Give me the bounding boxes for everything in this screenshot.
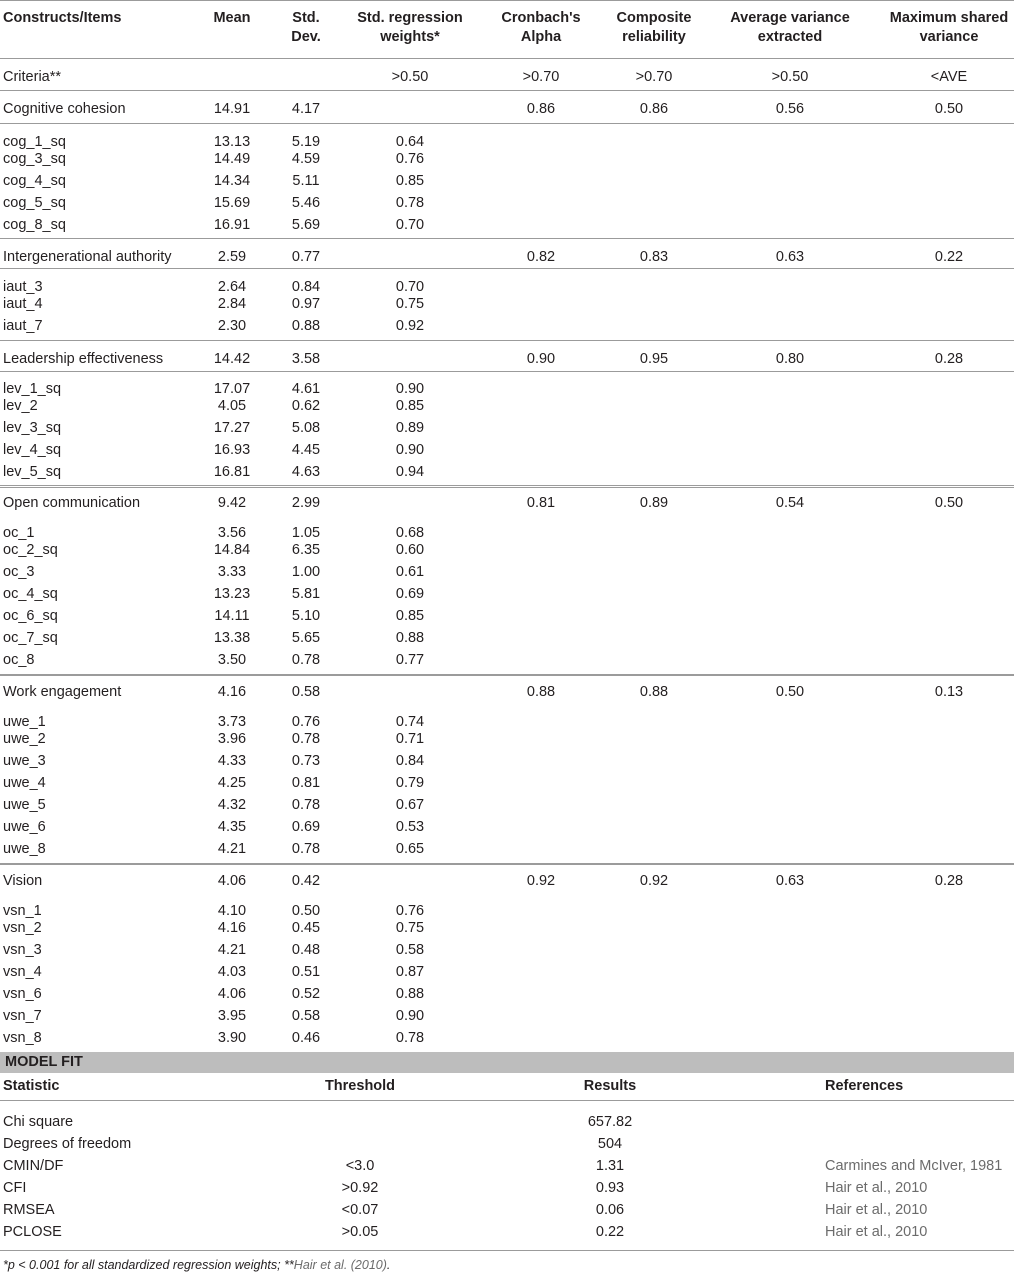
fit-result: 0.22 <box>595 1224 625 1240</box>
fit-header-statistic: Statistic <box>3 1078 60 1094</box>
item-regression-weight: 0.60 <box>395 542 425 558</box>
header-msv-line2: variance <box>919 29 979 45</box>
item-sd: 0.69 <box>291 819 321 835</box>
construct-name: Intergenerational authority <box>3 249 172 265</box>
item-name: cog_4_sq <box>3 173 66 189</box>
construct-mean: 4.06 <box>217 873 247 889</box>
construct-row <box>0 492 1014 514</box>
item-sd: 5.08 <box>291 420 321 436</box>
item-mean: 2.84 <box>217 296 247 312</box>
item-regression-weight: 0.85 <box>395 398 425 414</box>
fit-result: 1.31 <box>595 1158 625 1174</box>
item-name: uwe_2 <box>3 731 46 747</box>
item-regression-weight: 0.79 <box>395 775 425 791</box>
item-row <box>0 315 1014 337</box>
item-mean: 4.05 <box>217 398 247 414</box>
item-row <box>0 439 1014 461</box>
construct-name: Work engagement <box>3 684 122 700</box>
item-regression-weight: 0.64 <box>395 134 425 150</box>
construct-sd: 0.77 <box>291 249 321 265</box>
construct-row <box>0 681 1014 703</box>
item-sd: 4.59 <box>291 151 321 167</box>
construct-row <box>0 246 1014 268</box>
item-sd: 5.69 <box>291 217 321 233</box>
construct-composite-reliability: 0.95 <box>639 351 669 367</box>
construct-sd: 3.58 <box>291 351 321 367</box>
fit-threshold: >0.92 <box>341 1180 379 1196</box>
construct-msv: 0.50 <box>934 101 964 117</box>
fit-header-threshold: Threshold <box>324 1078 396 1094</box>
construct-name: Cognitive cohesion <box>3 101 126 117</box>
header-composite-reliability <box>604 9 704 47</box>
item-row <box>0 649 1014 671</box>
item-row <box>0 417 1014 439</box>
construct-sd: 0.42 <box>291 873 321 889</box>
header-comp-line2: reliability <box>622 29 686 45</box>
item-name: uwe_5 <box>3 797 46 813</box>
header-alpha-line1: Cronbach's <box>501 10 581 26</box>
item-name: uwe_8 <box>3 841 46 857</box>
item-mean: 4.06 <box>217 986 247 1002</box>
fit-header-references: References <box>825 1078 904 1094</box>
fit-threshold: <3.0 <box>345 1158 375 1174</box>
item-mean: 14.49 <box>213 151 251 167</box>
fit-header-rule <box>0 1100 1014 1101</box>
construct-rule <box>0 123 1014 124</box>
construct-ave: 0.50 <box>775 684 805 700</box>
item-row <box>0 293 1014 315</box>
item-mean: 17.07 <box>213 381 251 397</box>
item-regression-weight: 0.87 <box>395 964 425 980</box>
construct-sd: 0.58 <box>291 684 321 700</box>
item-regression-weight: 0.71 <box>395 731 425 747</box>
fit-reference: Hair et al., 2010 <box>825 1224 928 1240</box>
criteria-comp: >0.70 <box>635 69 673 85</box>
item-name: lev_1_sq <box>3 381 62 397</box>
construct-mean: 2.59 <box>217 249 247 265</box>
item-mean: 3.56 <box>217 525 247 541</box>
item-row <box>0 1005 1014 1027</box>
item-sd: 0.78 <box>291 652 321 668</box>
item-name: oc_4_sq <box>3 586 58 602</box>
item-regression-weight: 0.84 <box>395 753 425 769</box>
item-sd: 0.84 <box>291 279 321 295</box>
item-row <box>0 728 1014 750</box>
item-mean: 4.35 <box>217 819 247 835</box>
header-ave-line1: Average variance <box>730 10 850 26</box>
item-mean: 14.34 <box>213 173 251 189</box>
fit-reference: Hair et al., 2010 <box>825 1180 928 1196</box>
item-mean: 4.25 <box>217 775 247 791</box>
fit-statistic: PCLOSE <box>3 1224 62 1240</box>
construct-name: Open communication <box>3 495 141 511</box>
item-mean: 2.64 <box>217 279 247 295</box>
item-mean: 16.81 <box>213 464 251 480</box>
item-mean: 3.73 <box>217 714 247 730</box>
header-msv-line1: Maximum shared <box>889 10 1009 26</box>
item-mean: 3.96 <box>217 731 247 747</box>
fit-row <box>0 1221 1014 1243</box>
item-regression-weight: 0.70 <box>395 279 425 295</box>
item-sd: 0.45 <box>291 920 321 936</box>
criteria-ave: >0.50 <box>771 69 809 85</box>
group-separator <box>0 485 1014 486</box>
item-regression-weight: 0.85 <box>395 173 425 189</box>
header-srw-line2: weights* <box>380 29 440 45</box>
item-row <box>0 170 1014 192</box>
item-mean: 3.33 <box>217 564 247 580</box>
item-regression-weight: 0.89 <box>395 420 425 436</box>
item-sd: 0.62 <box>291 398 321 414</box>
item-sd: 6.35 <box>291 542 321 558</box>
group-separator <box>0 674 1014 675</box>
construct-ave: 0.56 <box>775 101 805 117</box>
item-name: lev_5_sq <box>3 464 62 480</box>
item-mean: 4.16 <box>217 920 247 936</box>
item-mean: 3.90 <box>217 1030 247 1046</box>
item-sd: 5.65 <box>291 630 321 646</box>
fit-result: 657.82 <box>587 1114 633 1130</box>
item-regression-weight: 0.75 <box>395 920 425 936</box>
criteria-alpha: >0.70 <box>522 69 560 85</box>
item-mean: 16.93 <box>213 442 251 458</box>
item-row <box>0 983 1014 1005</box>
item-regression-weight: 0.88 <box>395 986 425 1002</box>
fit-result: 0.93 <box>595 1180 625 1196</box>
item-sd: 0.46 <box>291 1030 321 1046</box>
item-regression-weight: 0.76 <box>395 903 425 919</box>
fit-result: 504 <box>597 1136 623 1152</box>
fit-row <box>0 1177 1014 1199</box>
item-name: cog_3_sq <box>3 151 66 167</box>
construct-ave: 0.80 <box>775 351 805 367</box>
construct-ave: 0.63 <box>775 249 805 265</box>
item-sd: 4.61 <box>291 381 321 397</box>
fit-row <box>0 1199 1014 1221</box>
fit-result: 0.06 <box>595 1202 625 1218</box>
item-name: iaut_4 <box>3 296 43 312</box>
item-name: lev_3_sq <box>3 420 62 436</box>
item-regression-weight: 0.76 <box>395 151 425 167</box>
fit-row <box>0 1133 1014 1155</box>
item-name: vsn_6 <box>3 986 42 1002</box>
fit-row <box>0 1155 1014 1177</box>
item-name: iaut_7 <box>3 318 43 334</box>
construct-alpha: 0.81 <box>526 495 556 511</box>
construct-composite-reliability: 0.89 <box>639 495 669 511</box>
item-sd: 4.63 <box>291 464 321 480</box>
item-mean: 2.30 <box>217 318 247 334</box>
construct-row <box>0 348 1014 370</box>
fit-row <box>0 1111 1014 1133</box>
footnote-text: *p < 0.001 for all standardized regression weights; ** <box>3 1258 294 1272</box>
item-mean: 14.84 <box>213 542 251 558</box>
header-rule <box>0 58 1014 59</box>
model-fit-title: MODEL FIT <box>5 1054 83 1070</box>
item-name: lev_4_sq <box>3 442 62 458</box>
item-name: oc_1 <box>3 525 35 541</box>
construct-msv: 0.13 <box>934 684 964 700</box>
footnote <box>3 1256 390 1274</box>
item-regression-weight: 0.78 <box>395 195 425 211</box>
item-sd: 0.81 <box>291 775 321 791</box>
item-sd: 0.50 <box>291 903 321 919</box>
header-ave-line2: extracted <box>757 29 823 45</box>
item-name: uwe_6 <box>3 819 46 835</box>
construct-composite-reliability: 0.86 <box>639 101 669 117</box>
criteria-rule <box>0 90 1014 91</box>
item-name: oc_7_sq <box>3 630 58 646</box>
item-mean: 4.21 <box>217 942 247 958</box>
construct-mean: 14.42 <box>213 351 251 367</box>
item-row <box>0 750 1014 772</box>
construct-msv: 0.28 <box>934 873 964 889</box>
group-separator <box>0 340 1014 341</box>
item-name: vsn_7 <box>3 1008 42 1024</box>
construct-ave: 0.63 <box>775 873 805 889</box>
item-name: uwe_3 <box>3 753 46 769</box>
item-row <box>0 1027 1014 1049</box>
header-cronbachs-alpha <box>490 9 592 47</box>
item-sd: 5.11 <box>292 173 320 189</box>
item-name: cog_5_sq <box>3 195 66 211</box>
header-maximum-shared-variance <box>880 9 1014 47</box>
item-regression-weight: 0.58 <box>395 942 425 958</box>
item-sd: 5.81 <box>291 586 321 602</box>
item-sd: 0.52 <box>291 986 321 1002</box>
item-sd: 0.76 <box>291 714 321 730</box>
item-row <box>0 395 1014 417</box>
item-sd: 5.46 <box>291 195 321 211</box>
construct-row <box>0 98 1014 120</box>
header-constructs: Constructs/Items <box>3 10 122 26</box>
item-name: oc_8 <box>3 652 35 668</box>
header-average-variance-extracted <box>720 9 860 47</box>
fit-statistic: Degrees of freedom <box>3 1136 132 1152</box>
item-mean: 13.38 <box>213 630 251 646</box>
item-regression-weight: 0.69 <box>395 586 425 602</box>
item-regression-weight: 0.53 <box>395 819 425 835</box>
item-mean: 17.27 <box>213 420 251 436</box>
item-regression-weight: 0.61 <box>395 564 425 580</box>
item-regression-weight: 0.90 <box>395 1008 425 1024</box>
item-regression-weight: 0.78 <box>395 1030 425 1046</box>
construct-name: Leadership effectiveness <box>3 351 164 367</box>
item-row <box>0 939 1014 961</box>
footnote-end: . <box>386 1258 391 1272</box>
item-regression-weight: 0.74 <box>395 714 425 730</box>
construct-ave: 0.54 <box>775 495 805 511</box>
header-alpha-line2: Alpha <box>520 29 562 45</box>
construct-alpha: 0.88 <box>526 684 556 700</box>
construct-alpha: 0.82 <box>526 249 556 265</box>
construct-alpha: 0.90 <box>526 351 556 367</box>
construct-sd: 2.99 <box>291 495 321 511</box>
item-mean: 4.03 <box>217 964 247 980</box>
fit-statistic: Chi square <box>3 1114 74 1130</box>
item-regression-weight: 0.94 <box>395 464 425 480</box>
item-row <box>0 917 1014 939</box>
item-mean: 15.69 <box>213 195 251 211</box>
construct-sd: 4.17 <box>291 101 321 117</box>
table-header <box>0 0 1014 58</box>
item-mean: 13.13 <box>213 134 251 150</box>
item-regression-weight: 0.75 <box>395 296 425 312</box>
construct-msv: 0.22 <box>934 249 964 265</box>
item-row <box>0 627 1014 649</box>
header-srw-line1: Std. regression <box>357 10 463 26</box>
item-row <box>0 561 1014 583</box>
item-name: vsn_3 <box>3 942 42 958</box>
item-mean: 4.21 <box>217 841 247 857</box>
item-row <box>0 961 1014 983</box>
item-sd: 1.05 <box>291 525 321 541</box>
item-regression-weight: 0.67 <box>395 797 425 813</box>
item-name: uwe_4 <box>3 775 46 791</box>
construct-mean: 4.16 <box>217 684 247 700</box>
header-comp-line1: Composite <box>616 10 692 26</box>
item-sd: 0.88 <box>291 318 321 334</box>
fit-reference: Hair et al., 2010 <box>825 1202 928 1218</box>
construct-alpha: 0.92 <box>526 873 556 889</box>
item-regression-weight: 0.90 <box>395 381 425 397</box>
fit-statistic: CMIN/DF <box>3 1158 64 1174</box>
header-std-regression-weights <box>345 9 475 47</box>
table-bottom-rule <box>0 1250 1014 1251</box>
fit-header-results: Results <box>583 1078 637 1094</box>
model-fit-bar <box>0 1052 1014 1073</box>
item-sd: 0.78 <box>291 841 321 857</box>
fit-threshold: <0.07 <box>341 1202 379 1218</box>
fit-statistic: RMSEA <box>3 1202 55 1218</box>
construct-rule <box>0 864 1014 865</box>
item-name: cog_1_sq <box>3 134 66 150</box>
item-row <box>0 214 1014 236</box>
construct-rule <box>0 487 1014 488</box>
construct-rule <box>0 268 1014 269</box>
header-mean: Mean <box>213 10 251 26</box>
item-name: oc_3 <box>3 564 35 580</box>
item-sd: 0.78 <box>291 797 321 813</box>
item-row <box>0 148 1014 170</box>
item-mean: 3.95 <box>217 1008 247 1024</box>
item-name: cog_8_sq <box>3 217 66 233</box>
construct-mean: 9.42 <box>217 495 247 511</box>
item-sd: 0.97 <box>291 296 321 312</box>
criteria-row <box>0 66 1014 88</box>
item-regression-weight: 0.90 <box>395 442 425 458</box>
group-separator <box>0 863 1014 864</box>
item-row <box>0 838 1014 860</box>
item-sd: 5.10 <box>291 608 321 624</box>
item-row <box>0 794 1014 816</box>
item-regression-weight: 0.77 <box>395 652 425 668</box>
item-row <box>0 772 1014 794</box>
construct-name: Vision <box>3 873 43 889</box>
construct-row <box>0 870 1014 892</box>
header-std-dev-line2: Dev. <box>291 29 321 45</box>
item-row <box>0 583 1014 605</box>
item-regression-weight: 0.70 <box>395 217 425 233</box>
item-regression-weight: 0.85 <box>395 608 425 624</box>
item-name: vsn_2 <box>3 920 42 936</box>
construct-alpha: 0.86 <box>526 101 556 117</box>
footnote-reference: Hair et al. (2010) <box>293 1258 387 1272</box>
header-std-dev-line1: Std. <box>292 10 320 26</box>
item-name: lev_2 <box>3 398 38 414</box>
item-name: uwe_1 <box>3 714 46 730</box>
fit-reference: Carmines and McIver, 1981 <box>825 1158 1003 1174</box>
item-sd: 0.73 <box>291 753 321 769</box>
item-mean: 16.91 <box>213 217 251 233</box>
item-row <box>0 539 1014 561</box>
item-regression-weight: 0.65 <box>395 841 425 857</box>
construct-mean: 14.91 <box>213 101 251 117</box>
criteria-srw: >0.50 <box>391 69 429 85</box>
item-name: vsn_8 <box>3 1030 42 1046</box>
item-mean: 3.50 <box>217 652 247 668</box>
item-mean: 4.10 <box>217 903 247 919</box>
fit-threshold: >0.05 <box>341 1224 379 1240</box>
item-row <box>0 461 1014 483</box>
item-name: iaut_3 <box>3 279 43 295</box>
item-sd: 0.58 <box>291 1008 321 1024</box>
construct-rule <box>0 371 1014 372</box>
item-name: oc_2_sq <box>3 542 58 558</box>
item-sd: 0.48 <box>291 942 321 958</box>
item-mean: 4.33 <box>217 753 247 769</box>
header-std-dev <box>276 9 336 47</box>
criteria-msv: <AVE <box>930 69 968 85</box>
item-row <box>0 192 1014 214</box>
item-sd: 0.51 <box>291 964 321 980</box>
item-mean: 4.32 <box>217 797 247 813</box>
construct-composite-reliability: 0.92 <box>639 873 669 889</box>
item-mean: 13.23 <box>213 586 251 602</box>
item-row <box>0 816 1014 838</box>
item-sd: 1.00 <box>291 564 321 580</box>
fit-statistic: CFI <box>3 1180 27 1196</box>
group-separator <box>0 238 1014 239</box>
construct-composite-reliability: 0.88 <box>639 684 669 700</box>
construct-rule <box>0 675 1014 676</box>
item-sd: 5.19 <box>291 134 321 150</box>
criteria-label: Criteria** <box>3 69 62 85</box>
item-regression-weight: 0.88 <box>395 630 425 646</box>
item-name: vsn_4 <box>3 964 42 980</box>
item-name: oc_6_sq <box>3 608 58 624</box>
item-sd: 0.78 <box>291 731 321 747</box>
item-mean: 14.11 <box>214 608 250 624</box>
construct-composite-reliability: 0.83 <box>639 249 669 265</box>
item-regression-weight: 0.92 <box>395 318 425 334</box>
construct-msv: 0.28 <box>934 351 964 367</box>
item-name: vsn_1 <box>3 903 42 919</box>
item-regression-weight: 0.68 <box>395 525 425 541</box>
item-sd: 4.45 <box>291 442 321 458</box>
construct-msv: 0.50 <box>934 495 964 511</box>
item-row <box>0 605 1014 627</box>
